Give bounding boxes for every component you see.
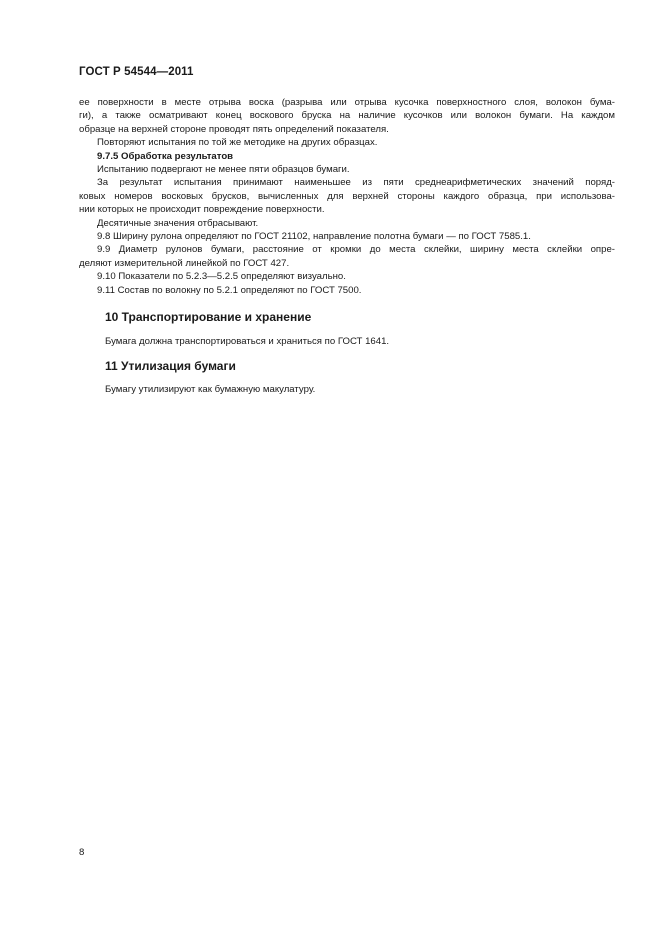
clause-9-11: 9.11 Состав по волокну по 5.2.1 определяют по ГОСТ 7500.	[97, 284, 362, 296]
paragraph: Десятичные значения отбрасывают.	[97, 217, 259, 229]
clause-9-9-line: 9.9 Диаметр рулонов бумаги, расстояние от кромки до места склейки, ширину места склейки опре-	[97, 244, 615, 256]
paragraph-line: нии которых не происходит повреждение поверхности.	[79, 204, 325, 216]
clause-9-9-line: деляют измерительной линейкой по ГОСТ 427.	[79, 257, 290, 269]
section-11-text: Бумагу утилизируют как бумажную макулатуру.	[105, 384, 316, 396]
document-body	[79, 96, 615, 397]
paragraph-line: ее поверхности в месте отрыва воска (разрыва или отрыва кусочка поверхностного слоя, волокон бума-	[79, 97, 615, 108]
paragraph-line: За результат испытания принимают наименьшее из пяти среднеарифметических значений поряд-	[97, 177, 615, 189]
page-number: 8	[79, 847, 85, 858]
section-10-text: Бумага должна транспортироваться и храниться по ГОСТ 1641.	[105, 335, 390, 347]
section-11-title: 11 Утилизация бумаги	[105, 358, 236, 373]
clause-9-10: 9.10 Показатели по 5.2.3—5.2.5 определяют визуально.	[97, 271, 346, 283]
subsection-title: 9.7.5 Обработка результатов	[97, 150, 234, 162]
clause-9-8: 9.8 Ширину рулона определяют по ГОСТ 21102, направление полотна бумаги — по ГОСТ 7585.1.	[97, 231, 531, 243]
paragraph-line: ги), а также осматривают конец воскового бруска на наличие кусочков или волокон бумаги. На каждом	[79, 110, 615, 122]
paragraph: Повторяют испытания по той же методике на других образцах.	[97, 137, 378, 149]
paragraph-line: ковых номеров восковых брусков, вычисленных для верхней стороны каждого образца, при использова-	[79, 190, 615, 202]
document-header: ГОСТ Р 54544—2011	[79, 66, 194, 78]
paragraph: Испытанию подвергают не менее пяти образцов бумаги.	[97, 164, 350, 176]
section-10-title: 10 Транспортирование и хранение	[105, 310, 312, 325]
paragraph-line: образце на верхней стороне проводят пять определений показателя.	[79, 123, 389, 135]
